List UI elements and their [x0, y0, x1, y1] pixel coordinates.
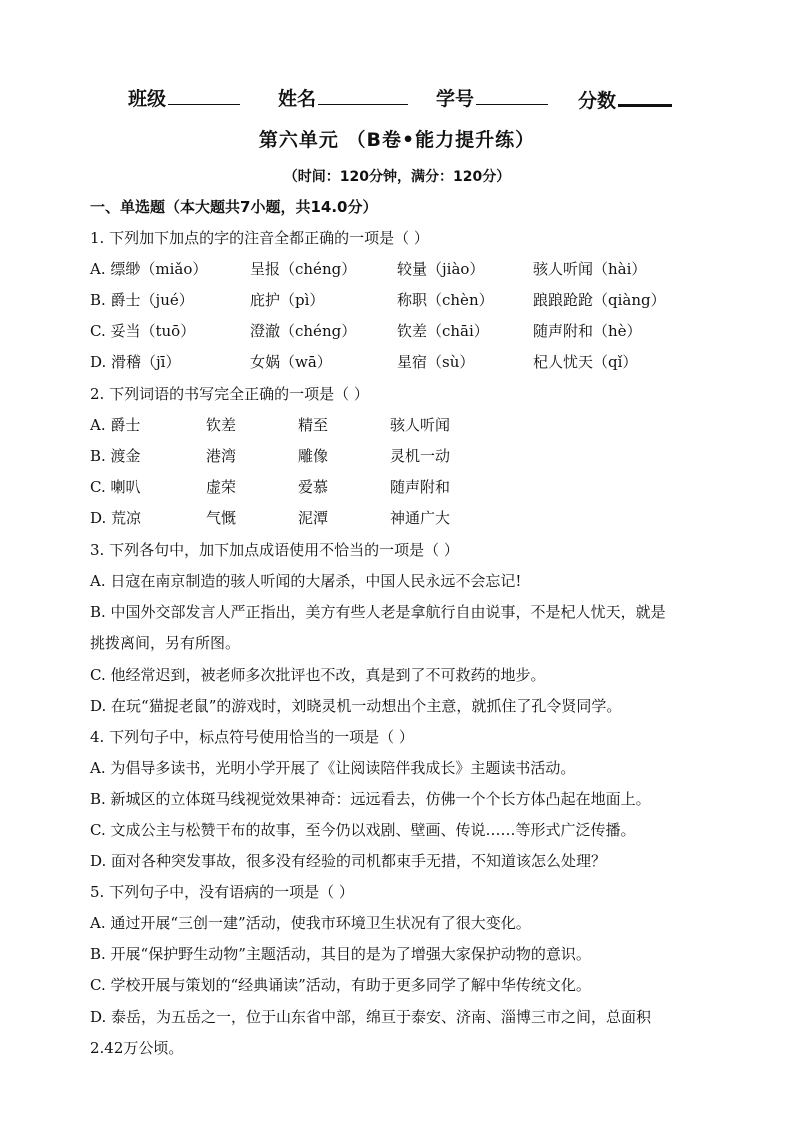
- page-subtitle: （时间：120分钟，满分：120分）: [283, 169, 511, 185]
- option-b-item-1: B. 爵士（jué）: [90, 291, 194, 309]
- option-a-item-2: 呈报（chéng）: [250, 260, 357, 278]
- option-d-word-1: D. 荒凉: [90, 509, 142, 527]
- option-a-word-2: 钦差: [206, 416, 237, 434]
- name-field[interactable]: [278, 84, 408, 111]
- question-5-option-b: B. 开展“保护野生动物”主题活动，其目的是为了增强大家保护动物的意识。: [90, 945, 591, 963]
- option-b-word-2: 港湾: [206, 447, 237, 465]
- option-b-word-3: 雕像: [298, 447, 329, 465]
- question-5-option-d-cont: 2.42万公顷。: [90, 1039, 184, 1057]
- page-title: 第六单元 （B卷•能力提升练）: [258, 129, 536, 151]
- option-c-word-2: 虚荣: [206, 478, 237, 496]
- section-heading: 一、单选题（本大题共7小题，共14.0分）: [90, 198, 378, 216]
- question-1-stem: 1. 下列加下加点的字的注音全都正确的一项是（ ）: [90, 229, 429, 247]
- option-c-word-4: 随声附和: [390, 478, 451, 496]
- name-label: 姓名: [278, 88, 317, 110]
- student-id-blank[interactable]: [476, 84, 548, 105]
- option-c-item-1: C. 妥当（tuō）: [90, 322, 196, 340]
- option-d-word-3: 泥潭: [298, 509, 329, 527]
- question-5-option-c: C. 学校开展与策划的“经典诵读”活动，有助于更多同学了解中华传统文化。: [90, 976, 591, 994]
- class-field[interactable]: [128, 84, 240, 111]
- option-a-item-1: A. 缥缈（miǎo）: [90, 260, 208, 278]
- question-3-option-c: C. 他经常迟到，被老师多次批评也不改，真是到了不可救药的地步。: [90, 666, 546, 684]
- option-c-word-1: C. 喇叭: [90, 478, 141, 496]
- option-d-word-4: 神通广大: [390, 509, 451, 527]
- option-b-item-4: 踉踉跄跄（qiàng）: [533, 291, 666, 309]
- option-a-word-4: 骇人听闻: [390, 416, 451, 434]
- option-d-item-2: 女娲（wā）: [250, 353, 332, 371]
- score-blank[interactable]: [618, 84, 672, 107]
- student-id-label: 学号: [436, 88, 475, 110]
- option-b-word-4: 灵机一动: [390, 447, 451, 465]
- option-a-item-3: 较量（jiào）: [397, 260, 485, 278]
- question-4-option-c: C. 文成公主与松赞干布的故事，至今仍以戏剧、壁画、传说……等形式广泛传播。: [90, 821, 636, 839]
- question-2-stem: 2. 下列词语的书写完全正确的一项是（ ）: [90, 385, 369, 403]
- question-4-option-a: A. 为倡导多读书，光明小学开展了《让阅读陪伴我成长》主题读书活动。: [90, 759, 576, 777]
- class-label: 班级: [128, 88, 167, 110]
- question-3-stem: 3. 下列各句中，加下加点成语使用不恰当的一项是（ ）: [90, 541, 459, 559]
- student-info-row: [0, 84, 794, 112]
- option-c-item-2: 澄澈（chéng）: [250, 322, 357, 340]
- question-5-option-d: D. 泰岳，为五岳之一，位于山东省中部，绵亘于泰安、济南、淄博三市之间，总面积: [90, 1008, 652, 1026]
- question-3-option-d: D. 在玩“猫捉老鼠”的游戏时，刘晓灵机一动想出个主意，就抓住了孔令贤同学。: [90, 697, 622, 715]
- question-4-option-b: B. 新城区的立体斑马线视觉效果神奇：远远看去，仿佛一个个长方体凸起在地面上。: [90, 790, 651, 808]
- score-label: 分数: [578, 90, 617, 112]
- option-a-word-1: A. 爵士: [90, 416, 141, 434]
- question-3-option-b-cont: 挑拨离间，另有所图。: [90, 634, 241, 652]
- question-5-stem: 5. 下列句子中，没有语病的一项是（ ）: [90, 883, 354, 901]
- option-d-item-4: 杞人忧天（qǐ）: [533, 353, 638, 371]
- question-4-option-d: D. 面对各种突发事故，很多没有经验的司机都束手无措，不知道该怎么处理？: [90, 852, 607, 870]
- name-blank[interactable]: [318, 84, 408, 105]
- question-4-stem: 4. 下列句子中，标点符号使用恰当的一项是（ ）: [90, 728, 414, 746]
- question-3-option-b: B. 中国外交部发言人严正指出，美方有些人老是拿航行自由说事，不是杞人忧天，就是: [90, 603, 666, 621]
- class-blank[interactable]: [168, 84, 240, 105]
- option-a-item-4: 骇人听闻（hài）: [533, 260, 647, 278]
- student-id-field[interactable]: [436, 84, 548, 111]
- option-d-word-2: 气慨: [206, 509, 237, 527]
- option-b-word-1: B. 渡金: [90, 447, 141, 465]
- score-field[interactable]: [578, 84, 672, 113]
- option-c-item-4: 随声附和（hè）: [533, 322, 642, 340]
- option-c-word-3: 爱慕: [298, 478, 329, 496]
- option-a-word-3: 精至: [298, 416, 329, 434]
- option-b-item-2: 庇护（pì）: [250, 291, 325, 309]
- option-b-item-3: 称职（chèn）: [397, 291, 494, 309]
- option-d-item-1: D. 滑稽（jī）: [90, 353, 181, 371]
- question-5-option-a: A. 通过开展“三创一建”活动，使我市环境卫生状况有了很大变化。: [90, 914, 531, 932]
- question-3-option-a: A. 日寇在南京制造的骇人听闻的大屠杀，中国人民永远不会忘记!: [90, 572, 522, 590]
- option-d-item-3: 星宿（sù）: [397, 353, 475, 371]
- option-c-item-3: 钦差（chāi）: [397, 322, 489, 340]
